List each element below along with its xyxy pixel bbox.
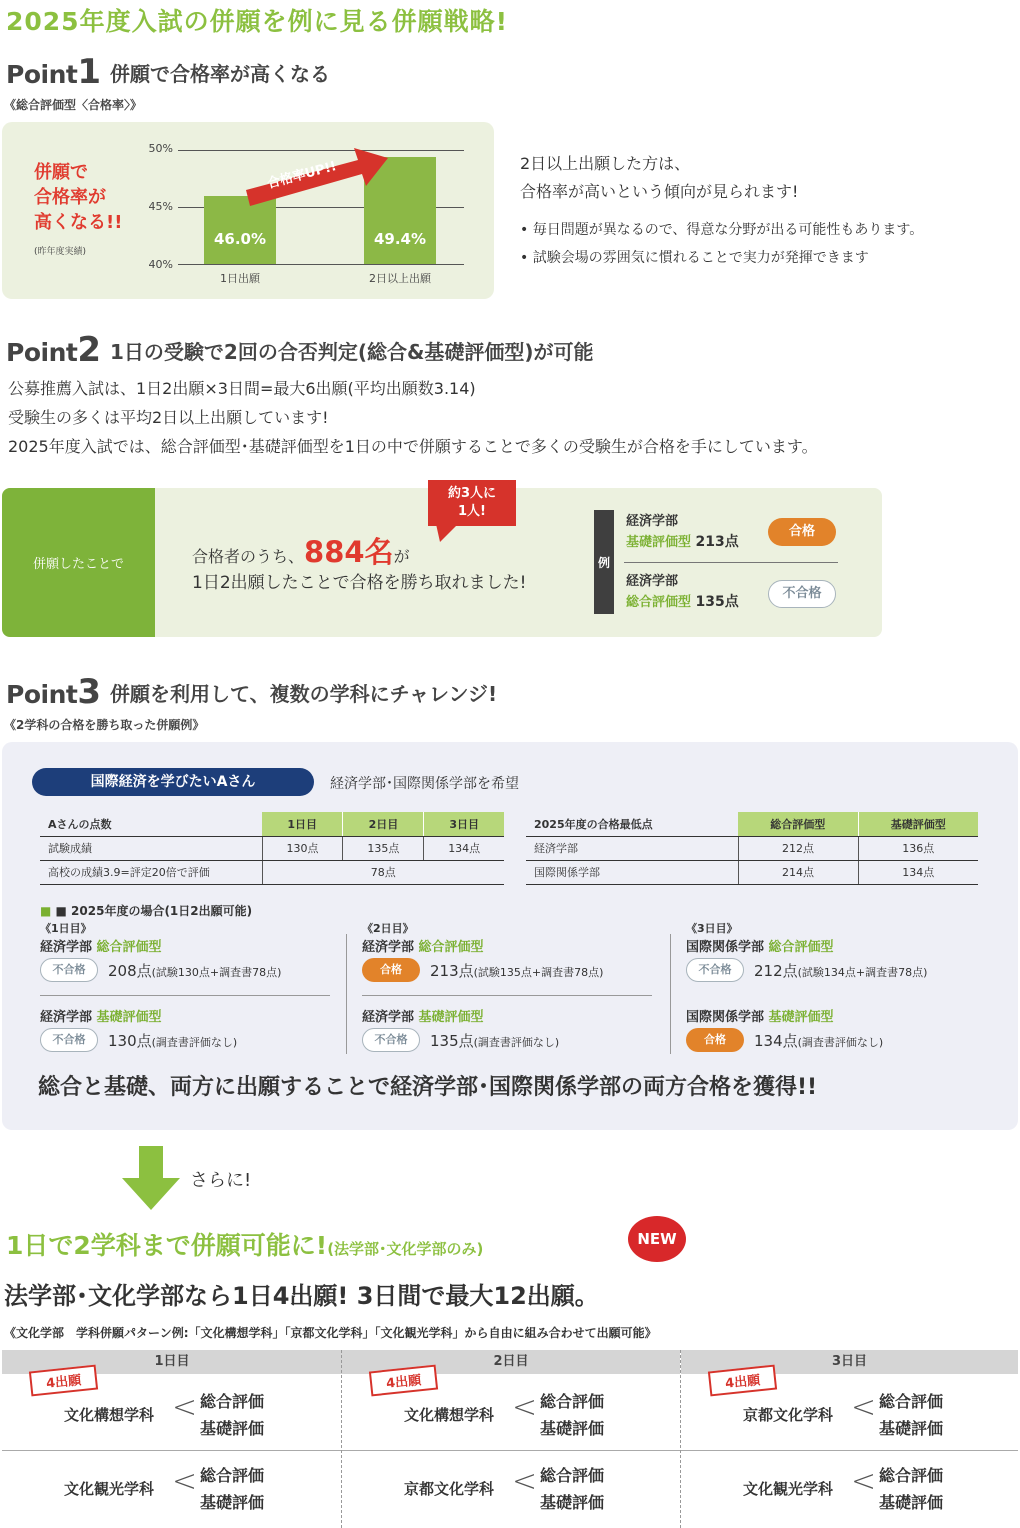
type-list: 総合評価 基礎評価 <box>200 1392 265 1438</box>
day1-entry2-score: 130点(調査書評価なし) <box>108 1032 238 1050</box>
day3-entry1-name: 国際関係学部 総合評価型 <box>686 940 834 955</box>
pass-rate-chart <box>130 140 470 290</box>
count-stamp: 4出願 <box>708 1365 777 1397</box>
x-category-label: 2日以上出願 <box>369 272 431 285</box>
dept-label: 文化構想学科 <box>64 1406 155 1424</box>
type-list: 総合評価 基礎評価 <box>540 1466 605 1512</box>
page-title: 2025年度入試の併願を例に見る併願戦略! <box>6 7 508 36</box>
day3-entry2-name: 国際関係学部 基礎評価型 <box>686 1010 834 1025</box>
table-header-row: Aさんの点数 1日目 2日目 3日目 <box>40 812 504 836</box>
bar-value-label: 46.0% <box>213 229 267 248</box>
type-list: 総合評価 基礎評価 <box>200 1466 265 1512</box>
bottom-headline: 1日で2学科まで併願可能に!(法学部･文化学部のみ) <box>6 1231 484 1260</box>
pattern-column-day2 <box>342 1350 680 1528</box>
y-tick-label: 45% <box>148 200 173 213</box>
table-row: 経済学部 212点 136点 <box>526 836 978 860</box>
day3-entry1-score: 212点(試験134点+調査書78点) <box>754 962 928 980</box>
type-list: 総合評価 基礎評価 <box>879 1392 944 1438</box>
fail-badge: 不合格 <box>686 958 744 982</box>
y-tick-label: 40% <box>148 258 173 271</box>
pattern-note: 《文化学部 学科併願パターン例:「文化構想学科」「京都文化学科」「文化観光学科」から自由に組み合わせて出願可能》 <box>4 1326 657 1340</box>
point2-box-label: 併願したことで <box>2 488 155 637</box>
table-header-row: 2025年度の合格最低点 総合評価型 基礎評価型 <box>526 812 978 836</box>
point2-result-line2: 1日2出願したことで合格を勝ち取れました! <box>192 573 527 593</box>
point1-label: Point1 <box>6 52 101 92</box>
point3-label: Point3 <box>6 672 101 712</box>
type-list: 総合評価 基礎評価 <box>540 1392 605 1438</box>
point1-text: 2日以上出願した方は、 合格率が高いという傾向が見られます! <box>520 154 799 201</box>
baseline <box>178 264 464 265</box>
passer-count: 884名 <box>304 535 394 569</box>
column-header: 2日目 <box>342 1350 680 1374</box>
point2-text: 公募推薦入試は、1日2出願×3日間=最大6出願(平均出願数3.14) 受験生の多くは平均2日以上出願しています! 2025年度入試では、総合評価型･基礎評価型を1日の中で併願することで多くの受験生が合格を手にしています。 <box>8 379 818 456</box>
vertical-divider <box>670 934 671 1054</box>
day1-entry1-score: 208点(試験130点+調査書78点) <box>108 962 282 980</box>
dept-label: 京都文化学科 <box>404 1480 495 1498</box>
point1-subtitle: 《総合評価型〈合格率〉》 <box>4 98 143 112</box>
column-header: 3日目 <box>681 1350 1018 1374</box>
table-row: 試験成績 130点 135点 134点 <box>40 836 504 860</box>
day1-entry2-name: 経済学部 基礎評価型 <box>40 1010 162 1025</box>
bracket-icon: < <box>851 1464 877 1499</box>
day2-label: 《2日目》 <box>362 922 414 935</box>
bracket-icon: < <box>851 1390 877 1425</box>
dept-label: 京都文化学科 <box>743 1406 834 1424</box>
fail-badge: 不合格 <box>768 580 836 608</box>
up-label: 合格率UP!! <box>265 159 339 192</box>
table-row: 国際関係学部 214点 134点 <box>526 860 978 884</box>
example-2: 経済学部 総合評価型 135点 <box>626 574 739 610</box>
row-divider <box>342 1450 680 1451</box>
point2-heading: 1日の受験で2回の合否判定(総合&基礎評価型)が可能 <box>110 340 594 364</box>
count-stamp: 4出願 <box>29 1365 98 1397</box>
day2-entry1-name: 経済学部 総合評価型 <box>362 940 484 955</box>
point3-subtitle: 《2学科の合格を勝ち取った併願例》 <box>4 718 205 732</box>
vertical-divider <box>346 934 347 1054</box>
student-pill: 国際経済を学びたいAさん <box>32 768 314 796</box>
table-row: 高校の成績3.9=評定20倍で評価 78点 <box>40 860 504 884</box>
dept-label: 文化観光学科 <box>64 1480 155 1498</box>
divider <box>624 562 838 563</box>
day3-label: 《3日目》 <box>686 922 738 935</box>
point3-heading: 併願を利用して、複数の学科にチャレンジ! <box>110 682 498 706</box>
count-stamp: 4出願 <box>369 1365 438 1397</box>
new-badge: NEW <box>628 1216 686 1262</box>
further-label: さらに! <box>190 1170 252 1191</box>
bracket-icon: < <box>172 1390 198 1425</box>
pass-badge: 合格 <box>686 1028 744 1052</box>
day3-entry2-score: 134点(調査書評価なし) <box>754 1032 884 1050</box>
type-list: 総合評価 基礎評価 <box>879 1466 944 1512</box>
case-heading: ■ ■ 2025年度の場合(1日2出願可能) <box>40 904 253 918</box>
divider <box>362 995 652 996</box>
point1-callout: 併願で 合格率が 高くなる!! <box>34 162 123 233</box>
example-tag: 例 <box>594 510 614 614</box>
pattern-column-day1 <box>2 1350 342 1528</box>
pattern-grid <box>2 1350 1018 1528</box>
point1-bullets: • 毎日問題が異なるので、得意な分野が出る可能性もあります。 • 試験会場の雰囲気に慣れることで実力が発揮できます <box>520 222 924 266</box>
fail-badge: 不合格 <box>40 958 98 982</box>
example-1: 経済学部 基礎評価型 213点 <box>626 514 739 550</box>
pass-badge: 合格 <box>768 518 836 546</box>
y-tick-label: 50% <box>148 142 173 155</box>
bracket-icon: < <box>512 1390 538 1425</box>
row-divider <box>2 1450 342 1451</box>
day1-label: 《1日目》 <box>40 922 92 935</box>
dept-label: 文化構想学科 <box>404 1406 495 1424</box>
pass-badge: 合格 <box>362 958 420 982</box>
fail-badge: 不合格 <box>40 1028 98 1052</box>
bracket-icon: < <box>172 1464 198 1499</box>
day2-entry2-score: 135点(調査書評価なし) <box>430 1032 560 1050</box>
bracket-icon: < <box>512 1464 538 1499</box>
point2-result-line1: 合格者のうち、884名が <box>192 535 410 569</box>
score-table <box>40 812 504 885</box>
column-header: 1日目 <box>2 1350 342 1374</box>
point3-conclusion: 総合と基礎、両方に出願することで経済学部･国際関係学部の両方合格を獲得!! <box>38 1075 818 1100</box>
point2-label: Point2 <box>6 330 101 370</box>
min-score-table <box>526 812 978 885</box>
student-wish: 経済学部･国際関係学部を希望 <box>330 776 519 792</box>
day1-entry1-name: 経済学部 総合評価型 <box>40 940 162 955</box>
ratio-callout: 約3人に 1人! <box>428 480 516 526</box>
x-category-label: 1日出願 <box>220 272 260 285</box>
dept-label: 文化観光学科 <box>743 1480 834 1498</box>
point1-heading: 併願で合格率が高くなる <box>110 62 330 86</box>
bottom-subline: 法学部･文化学部なら1日4出願! 3日間で最大12出願。 <box>4 1282 599 1310</box>
day2-entry2-name: 経済学部 基礎評価型 <box>362 1010 484 1025</box>
point1-callout-note: (昨年度実績) <box>34 247 87 257</box>
day2-entry1-score: 213点(試験135点+調査書78点) <box>430 962 604 980</box>
bar-value-label: 49.4% <box>373 229 427 248</box>
row-divider <box>681 1450 1018 1451</box>
fail-badge: 不合格 <box>362 1028 420 1052</box>
pattern-column-day3 <box>681 1350 1018 1528</box>
callout-tail <box>436 524 460 544</box>
down-arrow-icon <box>122 1146 180 1212</box>
divider <box>40 995 330 996</box>
